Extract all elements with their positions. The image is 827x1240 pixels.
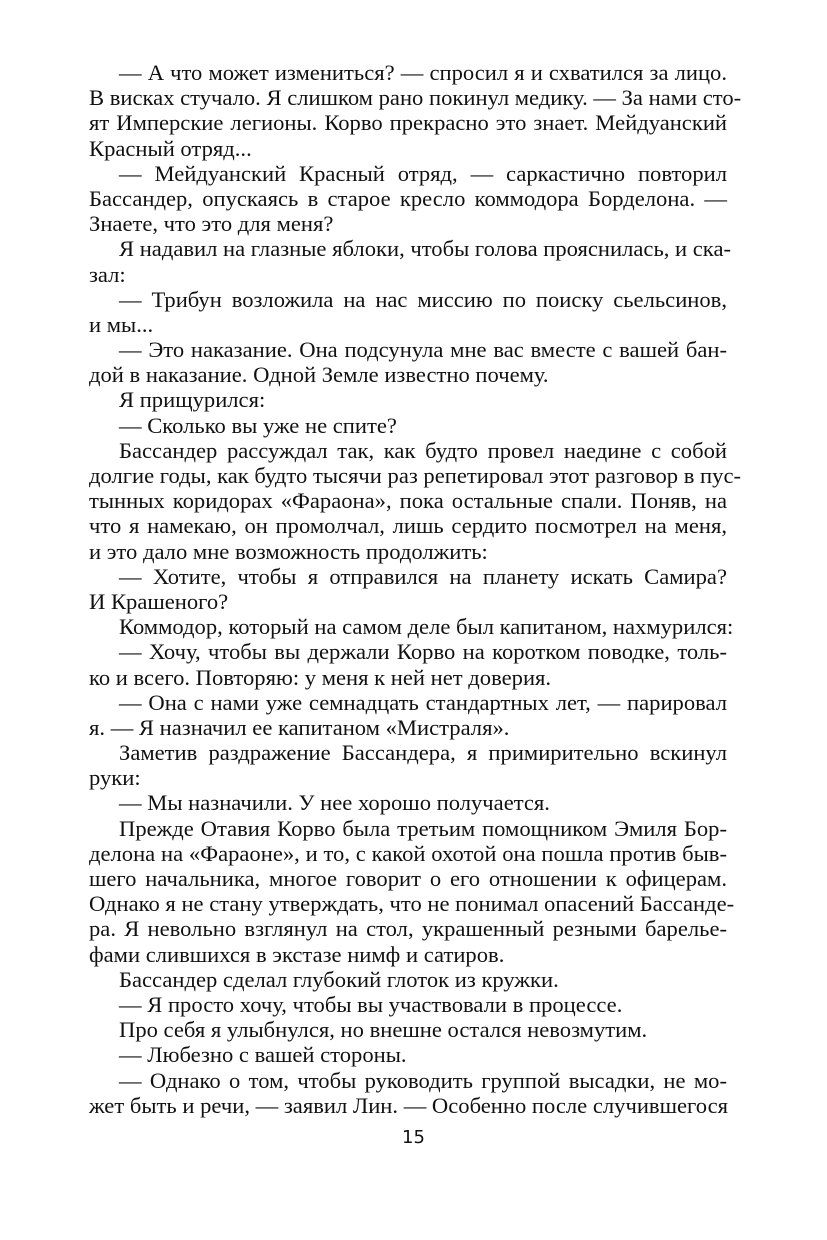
text-line: Красный отряд...	[89, 135, 252, 161]
text-line: Заметив раздражение Бассандера, я примирительно вскинул	[119, 740, 727, 766]
text-line: шего начальника, многое говорит о его отношении к офицерам.	[89, 866, 727, 891]
text-line: — Хотите, чтобы я отправился на планету искать Самира?	[119, 563, 727, 589]
text-line: — Любезно с вашей стороны.	[119, 1042, 407, 1068]
text-line: — Однако о том, чтобы руководить группой высадки, не мо-	[119, 1067, 727, 1093]
text-line: ят Имперские легионы. Корво прекрасно это знает. Мейдуанский	[89, 110, 727, 136]
text-line: Знаете, что это для меня?	[89, 211, 334, 237]
text-line: — Мейдуанский Красный отряд, — саркастично повторил	[119, 160, 727, 186]
text-line: Однако я не стану утверждать, что не понимал опасений Бассанде-	[89, 891, 735, 917]
text-line: — Это наказание. Она подсунула мне вас вместе с вашей бан-	[119, 337, 727, 363]
text-line: — Она с нами уже семнадцать стандартных лет, — парировал	[119, 689, 727, 715]
text-line: зал:	[89, 261, 126, 287]
text-line: Бассандер сделал глубокий глоток из кружки.	[119, 966, 559, 992]
text-line: — А что может измениться? — спросил я и схватился за лицо.	[119, 60, 727, 85]
text-line: — Мы назначили. У нее хорошо получается.	[119, 790, 550, 816]
text-line: долгие годы, как будто тысячи раз репетировал этот разговор в пус-	[89, 463, 741, 488]
text-line: ко и всего. Повторяю: у меня к ней нет доверия.	[89, 664, 552, 690]
text-line: — Я просто хочу, чтобы вы участвовали в процессе.	[119, 991, 623, 1017]
text-line: — Трибун возложила на нас миссию по поиску сьельсинов,	[119, 286, 727, 312]
text-line: тынных коридорах «Фараона», пока остальные спали. Поняв, на	[89, 488, 727, 514]
text-line: что я намекаю, он промолчал, лишь сердито посмотрел на меня,	[89, 513, 727, 539]
text-line: В висках стучало. Я слишком рано покинул медику. — За нами сто-	[89, 85, 742, 111]
text-line: И Крашеного?	[89, 588, 229, 614]
text-line: я. — Я назначил ее капитаном «Мистраля».	[89, 714, 510, 740]
page-number: 15	[402, 1127, 425, 1148]
text-line: — Хочу, чтобы вы держали Корво на коротком поводке, толь-	[119, 639, 727, 665]
text-line: Я прищурился:	[119, 387, 266, 413]
text-line: Бассандер, опускаясь в старое кресло коммодора Борделона. —	[89, 185, 727, 211]
text-line: Про себя я улыбнулся, но внешне остался невозмутим.	[119, 1017, 648, 1043]
text-line: и это дало мне возможность продолжить:	[89, 538, 488, 564]
text-line: Коммодор, который на самом деле был капитаном, нахмурился:	[119, 614, 734, 640]
text-line: делона на «Фараоне», и то, с какой охотой она пошла против быв-	[89, 840, 727, 866]
text-line: ра. Я невольно взглянул на стол, украшенный резными барелье-	[89, 916, 727, 942]
text-line: фами слившихся в экстазе нимф и сатиров.	[89, 941, 505, 967]
text-line: жет быть и речи, — заявил Лин. — Особенно после случившегося	[89, 1092, 728, 1118]
text-line: Прежде Отавия Корво была третьим помощником Эмиля Бор-	[119, 815, 727, 841]
page-text	[89, 60, 742, 1118]
text-line: и мы...	[89, 311, 154, 337]
text-line: — Сколько вы уже не спите?	[119, 412, 397, 438]
text-line: дой в наказание. Одной Земле известно почему.	[89, 362, 549, 388]
text-line: Я надавил на глазные яблоки, чтобы голова прояснилась, и ска-	[119, 236, 731, 262]
text-line: Бассандер рассуждал так, как будто провел наедине с собой	[119, 437, 727, 463]
text-line: руки:	[89, 765, 141, 791]
